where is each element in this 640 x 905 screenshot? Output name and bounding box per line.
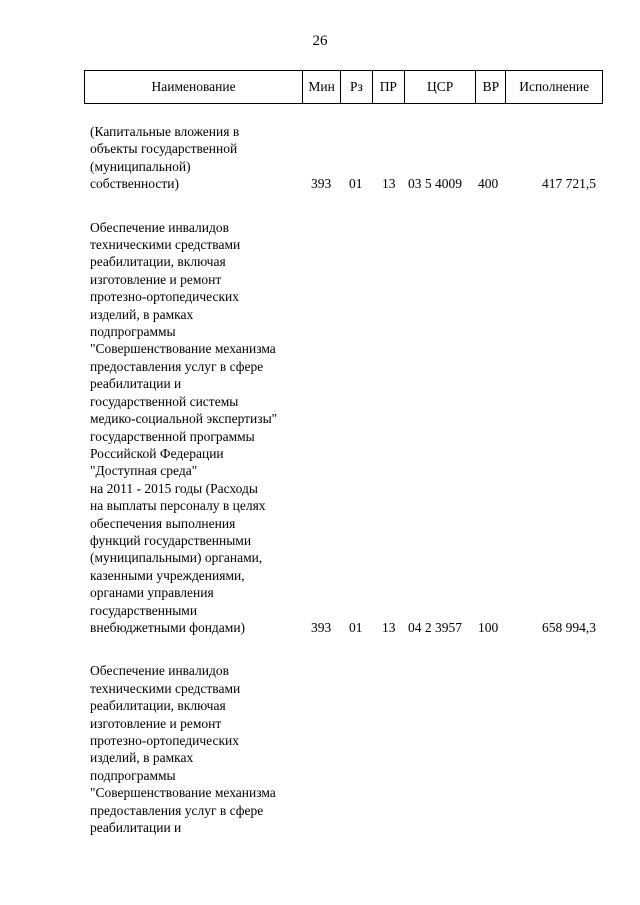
row-name: (Капитальные вложения в объекты государственной (муниципальной) собственности) (90, 124, 240, 192)
row-values (90, 175, 603, 192)
row-vr: 400 (478, 176, 499, 192)
header-vr: ВР (475, 71, 505, 103)
row-csr: 04 2 3957 (408, 619, 462, 635)
row-rz: 01 (349, 176, 363, 192)
page-number: 26 (312, 33, 328, 49)
row-amount: 658 994,3 (542, 619, 596, 635)
row-rz: 01 (349, 619, 363, 635)
row-pr: 13 (382, 619, 396, 635)
header-csr: ЦСР (404, 71, 476, 103)
table-row (90, 662, 603, 836)
header-name: Наименование (151, 79, 236, 94)
table-body (90, 123, 603, 836)
header-rz: Рз (340, 71, 372, 103)
row-values (90, 619, 603, 636)
row-name: Обеспечение инвалидов техническими средствами реабилитации, включая изготовление и ремонт протезно-ортопедических изделий, в рамках подпрограммы "Совершенствование механизма предоставления услуг в сфере реабилитации и (90, 663, 276, 836)
row-name: Обеспечение инвалидов техническими средствами реабилитации, включая изготовление и ремонт протезно-ортопедических изделий, в рамках подпрограммы "Совершенствование механизма предоставления услуг в сфере реабилитации и государственной системы медико-социальной экспертизы" государственной программы Российской Федерации "Доступная среда" на 2011 - 2015 годы (Расходы на выплаты персоналу в целях обеспечения выполнения функций государственными (муниципальными) органами, казенными учреждениями, органами управления государственными внебюджетными фондами) (90, 219, 278, 635)
row-vr: 100 (478, 619, 499, 635)
row-min: 393 (311, 619, 332, 635)
table-row (90, 123, 603, 193)
header-min: Мин (302, 71, 340, 103)
row-pr: 13 (382, 176, 396, 192)
row-amount: 417 721,5 (542, 176, 596, 192)
row-csr: 03 5 4009 (408, 176, 462, 192)
header-amount: Исполнение (505, 71, 602, 103)
table-row (90, 219, 603, 637)
header-pr: ПР (372, 71, 404, 103)
row-min: 393 (311, 176, 332, 192)
table-header (84, 70, 603, 104)
